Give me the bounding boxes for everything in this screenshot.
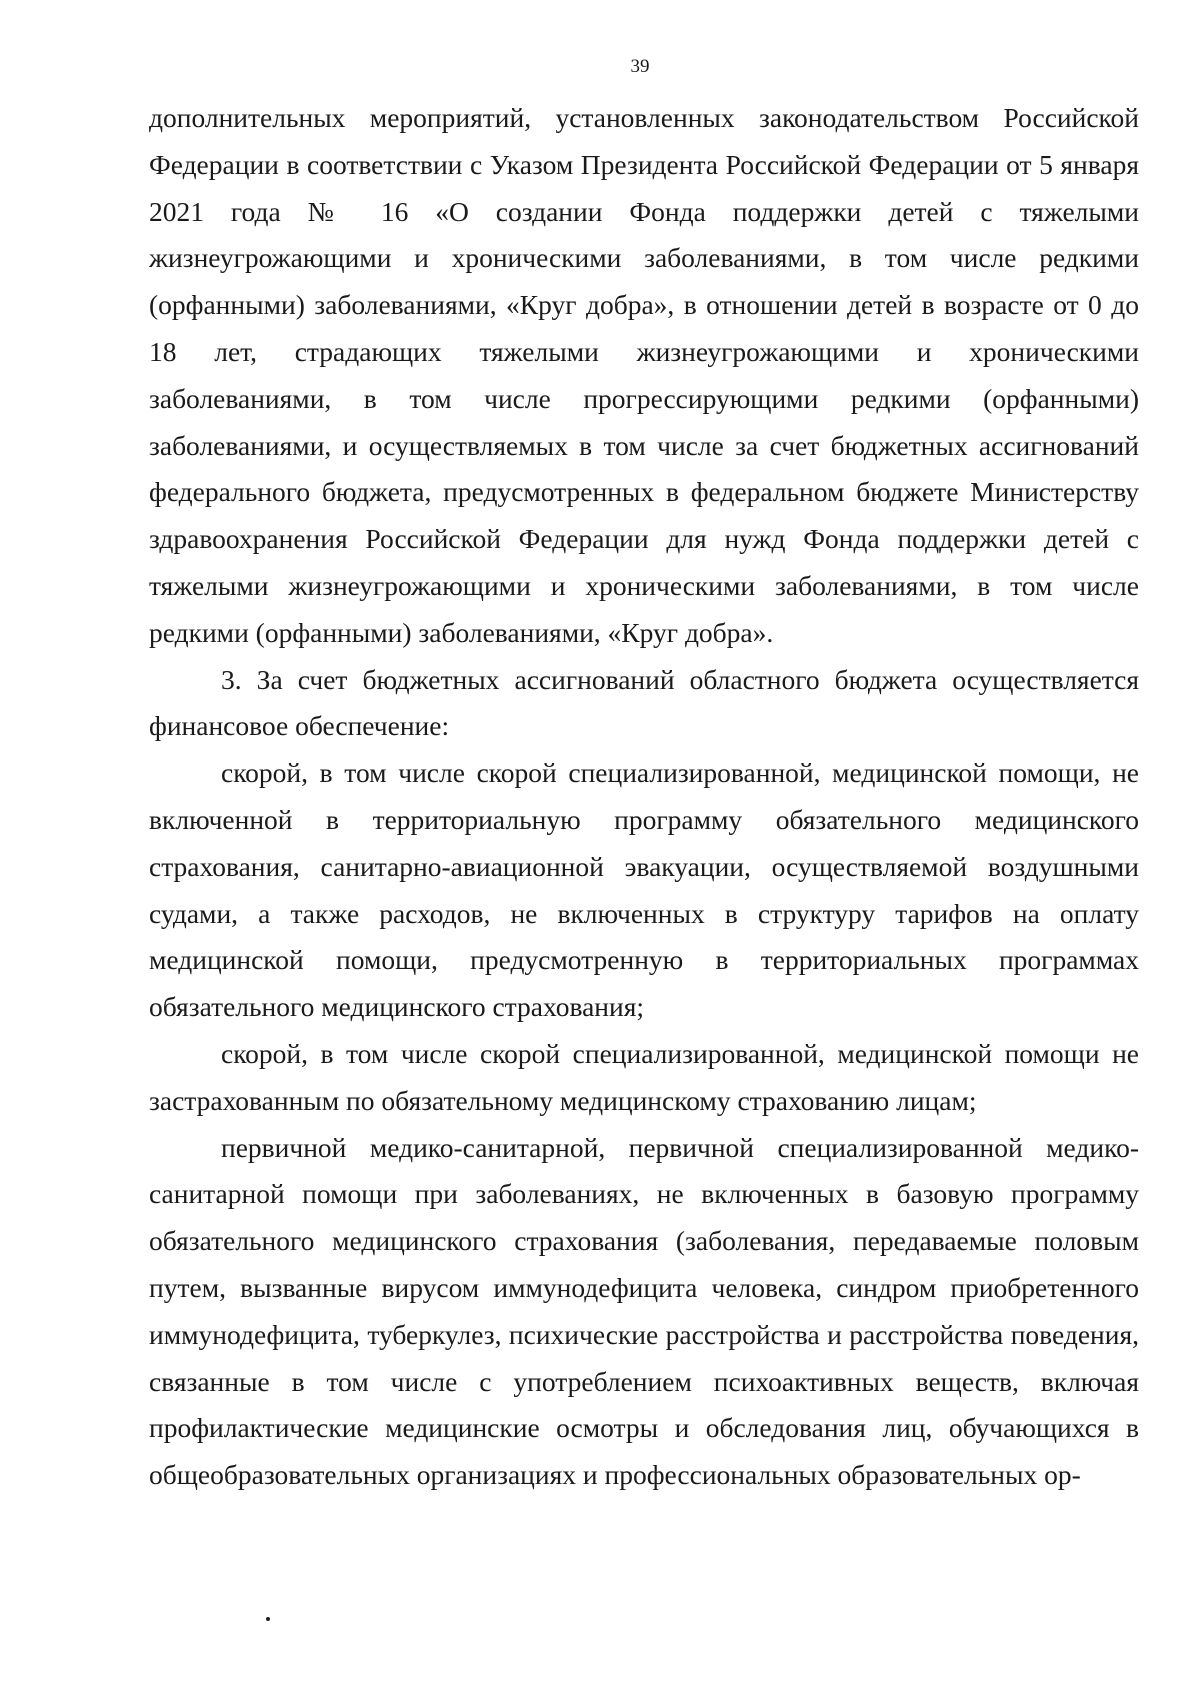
page-number: 39 bbox=[630, 56, 650, 77]
paragraph-item-3: 3. За счет бюджетных ассигнований областного бюджета осуществляется финансовое обеспечение: bbox=[149, 663, 1139, 742]
paragraph-ambulance-care: скорой, в том числе скорой специализированной, медицинской помощи, не включенной в территориальную программу обязательного медицинского страхования, санитарно-авиационной эвакуации, осуществляемой воздушными судами, а также расходов, не включенных в структуру тарифов на оплату медицинской помощи, предусмотренную в территориальных программах обязательного медицинского страхования; bbox=[149, 757, 1139, 1023]
document-body bbox=[149, 95, 1139, 1499]
paragraph-continuation: дополнительных мероприятий, установленных законодательством Российской Федерации в соответствии с Указом Президента Российской Федерации от 5 января 2021 года № 16 «О создании Фонда поддержки детей с тяжелыми жизнеугрожающими и хроническими заболеваниями, в том числе редкими (орфанными) заболеваниями, «Круг добра», в отношении детей в возрасте от 0 до 18 лет, страдающих тяжелыми жизнеугрожающими и хроническими заболеваниями, в том числе прогрессирующими редкими (орфанными) заболеваниями, и осуществляемых в том числе за счет бюджетных ассигнований федерального бюджета, предусмотренных в федеральном бюджете Министерству здравоохранения Российской Федерации для нужд Фонда поддержки детей с тяжелыми жизнеугрожающими и хроническими заболеваниями, в том числе редкими (орфанными) заболеваниями, «Круг добра». bbox=[149, 102, 1139, 648]
paragraph-primary-care: первичной медико-санитарной, первичной специализированной медико-санитарной помощи при заболеваниях, не включенных в базовую программу обязательного медицинского страхования (заболевания, передаваемые половым путем, вызванные вирусом иммунодефицита человека, синдром приобретенного иммунодефицита, туберкулез, психические расстройства и расстройства поведения, связанные в том числе с употреблением психоактивных веществ, включая профилактические медицинские осмотры и обследования лиц, обучающихся в общеобразовательных организациях и профессиональных образовательных ор- bbox=[149, 1131, 1139, 1491]
paragraph-uninsured-care: скорой, в том числе скорой специализированной, медицинской помощи не застрахованным по обязательному медицинскому страхованию лицам; bbox=[149, 1037, 1139, 1116]
scan-speck bbox=[266, 1617, 270, 1621]
